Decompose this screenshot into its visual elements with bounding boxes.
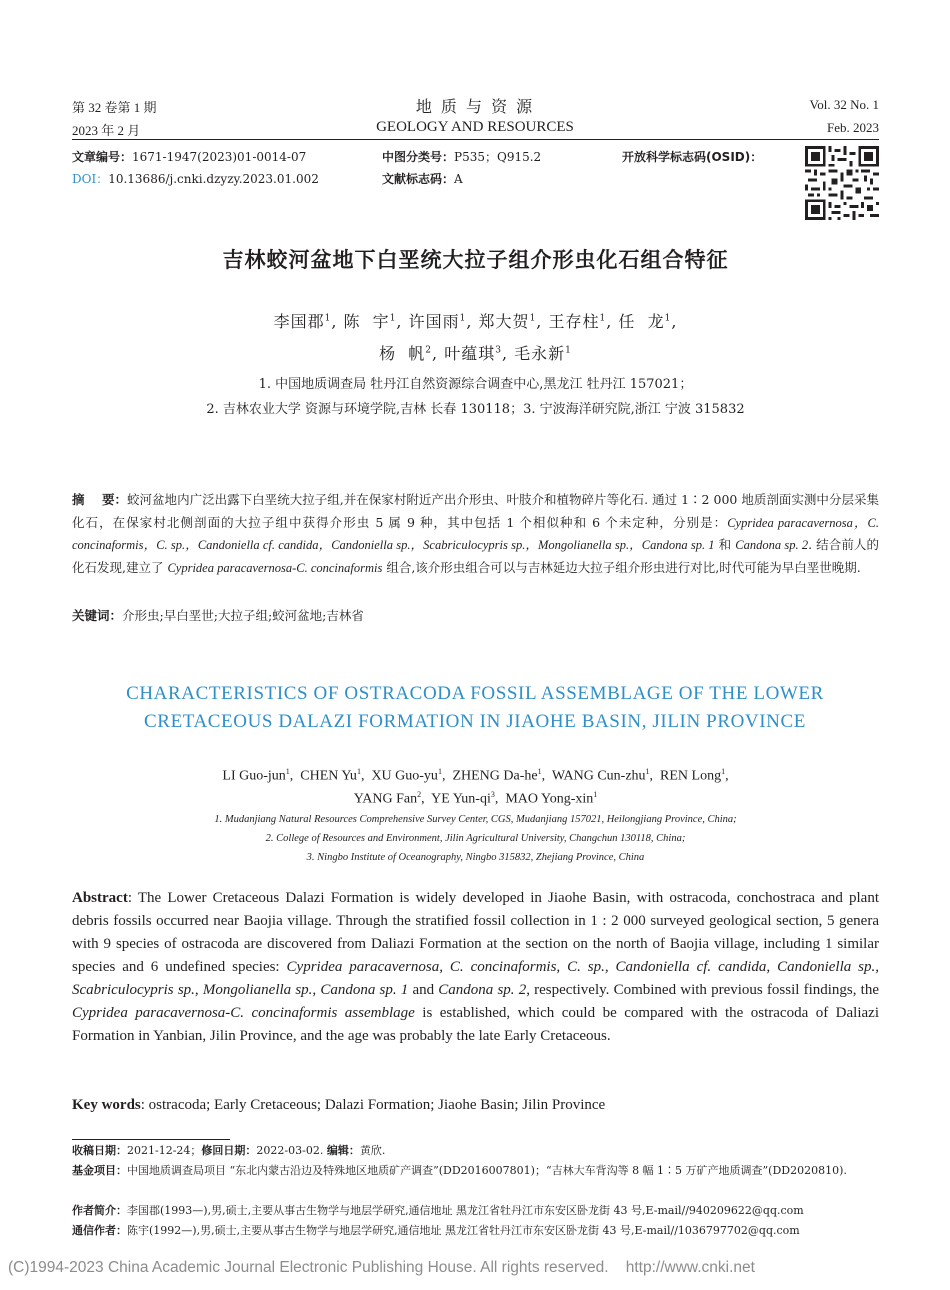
publication-date-en: Feb. 2023 xyxy=(827,120,879,135)
document-code xyxy=(382,170,463,187)
volume-issue: 第 32 卷第 1 期 xyxy=(72,100,157,115)
keywords-en: Key words: ostracoda; Early Cretaceous; Dalazi Formation; Jiaohe Basin; Jilin Province xyxy=(72,1097,606,1113)
document-code-value: A xyxy=(454,172,463,186)
article-title-en-line1: CHARACTERISTICS OF OSTRACODA FOSSIL ASSEMBLAGE OF THE LOWER xyxy=(126,683,824,704)
abstract-cn: 摘 要：蛟河盆地内广泛出露下白垩统大拉子组,并在保家村附近产出介形虫、叶肢介和植物碎片等化石. 通过 1∶2 000 地质剖面实测中分层采集化石，在保家村北侧剖面的大拉子组中获得介形虫 5 属 9 种，其中包括 1 个相似种和 6 个未定种，分别是：Cypridea paracavernosa，C. concinaformis，C. sp.，Candoniella cf. candida，Candoniella sp.，Scabriculocypris sp.，Mongolianella sp.，Candona sp. 1 和 Candona sp. 2. 结合前人的化石发现,建立了 Cypridea paracavernosa-C. concinaformis 组合,该介形虫组合可以与吉林延边大拉子组介形虫进行对比,时代可能为早白垩世晚期. xyxy=(72,492,880,575)
authors-en-line1: LI Guo-jun$^1$, CHEN Yu$^1$, XU Guo-$yu^1$, ZHENG $Da-he^1$, WANG Cun-zhu$^1$, REN Long$^1$, xyxy=(222,767,729,784)
author-en: XU Guo-yu xyxy=(371,768,438,784)
author-cn: 郑大贺 xyxy=(478,312,530,331)
osid xyxy=(622,148,762,165)
affiliation-en-line1: 1. Mudanjiang Natural Resources Comprehensive Survey Center, CGS, Mudanjiang 157021, Heilongjiang Province, China; xyxy=(214,814,737,825)
footnote-fund: 基金项目：中国地质调查局项目 “东北内蒙古沿边及特殊地区地质矿产调查”(DD2016007801)；“吉林大车背沟等 8 幅 1∶5 万矿产地质调查”(DD2020810). xyxy=(72,1164,847,1177)
author-cn: 杨 帆 xyxy=(379,344,426,363)
article-title-en-line2: CRETACEOUS DALAZI FORMATION IN JIAOHE BASIN, JILIN PROVINCE xyxy=(144,711,806,732)
clc-number xyxy=(382,148,541,165)
article-number-value: 1671-1947(2023)01-0014-07 xyxy=(132,150,307,164)
abstract-cn-label: 摘 要： xyxy=(72,492,128,507)
doi-link[interactable]: 10.13686/j.cnki.dzyzy.2023.01.002 xyxy=(108,172,319,186)
author-en: WANG Cun-zhu xyxy=(551,768,646,784)
journal-name-cn: 地 质 与 资 源 xyxy=(415,97,535,116)
clc-value: P535；Q915.2 xyxy=(454,150,542,164)
qr-code-icon[interactable] xyxy=(805,146,879,220)
header-rule xyxy=(72,139,879,140)
author-en: ZHENG Da-he xyxy=(452,768,538,784)
volume-number-en: Vol. 32 No. 1 xyxy=(809,97,879,112)
author-en: YE Yun-qi xyxy=(431,791,491,807)
copyright-notice: (C)1994-2023 China Academic Journal Electronic Publishing House. All rights reserved. http://www.cnki.net xyxy=(8,1259,755,1276)
author-cn: 任 龙 xyxy=(618,312,665,331)
keywords-cn: 关键词：介形虫;早白垩世;大拉子组;蛟河盆地;吉林省 xyxy=(72,608,364,623)
assemblage-name-en: Cypridea paracavernosa-C. concinaformis assemblage xyxy=(72,1005,415,1021)
authors-cn-line1: 李国郡$^1$, 陈 宇$^1$, 许国雨$^1$, 郑大贺$^1$, 王存柱$^1$, 任 龙$^1$, xyxy=(273,312,678,331)
footnote-author: 作者简介：李国郡(1993—),男,硕士,主要从事古生物学与地层学研究,通信地址 黑龙江省牡丹江市东安区卧龙街 43 号,E-mail//940209622@qq.com xyxy=(72,1204,804,1217)
footnote-corresponding: 通信作者：陈宇(1992—),男,硕士,主要从事古生物学与地层学研究,通信地址 黑龙江省牡丹江市东安区卧龙街 43 号,E-mail//1036797702@qq.com xyxy=(72,1224,800,1237)
osid-label: 开放科学标志码(OSID)： xyxy=(622,150,763,164)
footnote-rule xyxy=(72,1139,230,1140)
keywords-cn-label: 关键词： xyxy=(72,608,123,623)
species-list-en: Cypridea paracavernosa, C. concinaformis, C. sp., Candoniella cf. candida, Candoniella sp., Scabriculocypris sp., Mongolianella sp., Candona sp. 1 xyxy=(72,959,879,998)
author-cn: 叶蕴琪 xyxy=(444,344,496,363)
affiliation-cn-line2: 2. 吉林农业大学 资源与环境学院,吉林 长春 130118；3. 宁波海洋研究院,浙江 宁波 315832 xyxy=(206,402,745,417)
document-code-label: 文献标志码： xyxy=(382,172,455,186)
article-number-label: 文章编号： xyxy=(72,150,133,164)
article-number xyxy=(72,148,306,165)
publication-date: 2023 年 2 月 xyxy=(72,123,141,138)
assemblage-name-cn: Cypridea paracavernosa-C. concinaformis xyxy=(167,560,383,575)
affiliation-en-line3: 3. Ningbo Institute of Oceanography, Ningbo 315832, Zhejiang Province, China xyxy=(306,852,645,863)
author-cn: 王存柱 xyxy=(548,312,600,331)
affiliation-en-line2: 2. College of Resources and Environment, Jilin Agricultural University, Changchun 130118, China; xyxy=(265,833,686,844)
doi xyxy=(72,170,319,187)
authors-en-line2: YANG Fan$^2$, YE Yun-$qi^3$, MAO Yong-xin$^1$ xyxy=(353,790,598,807)
author-cn: 陈 宇 xyxy=(343,312,390,331)
abstract-en-label: Abstract xyxy=(72,890,128,906)
keywords-en-label: Key words xyxy=(72,1097,141,1113)
author-en: LI Guo-jun xyxy=(222,768,286,784)
author-en: REN Long xyxy=(660,768,722,784)
author-cn: 李国郡 xyxy=(273,312,325,331)
author-cn: 许国雨 xyxy=(408,312,460,331)
author-en: YANG Fan xyxy=(353,791,418,807)
authors-cn-line2: 杨 帆$^2$, 叶蕴琪$^3$, 毛永新$^1$ xyxy=(379,344,572,363)
species-list-cn: Cypridea paracavernosa，C. concinaformis，C. sp.，Candoniella cf. candida，Candoniella sp.，Scabriculocypris sp.，Mongolianella sp.，Candona sp. 1 xyxy=(72,515,879,552)
affiliation-cn-line1: 1. 中国地质调查局 牡丹江自然资源综合调查中心,黑龙江 牡丹江 157021； xyxy=(258,377,693,392)
doi-label: DOI： xyxy=(72,172,109,186)
abstract-en: Abstract: The Lower Cretaceous Dalazi Formation is widely developed in Jiaohe Basin, with ostracoda, conchostraca and plant debris fossils occurred near Baojia village. Through the stratified fossil collection in 1 : 2 000 surveyed geological section, 5 genera with 9 species of ostracoda are discovered from Daliazi Formation at the section on the north of Baojia village, including 1 similar species and 6 undefined species: Cypridea paracavernosa, C. concinaformis, C. sp., Candoniella cf. candida, Candoniella sp., Scabriculocypris sp., Mongolianella sp., Candona sp. 1 and Candona sp. 2, respectively. Combined with previous fossil findings, the Cypridea paracavernosa-C. concinaformis assemblage is established, which could be compared with the ostracoda of Daliazi Formation in Yanbian, Jilin Province, and the age was probably the late Early Cretaceous. xyxy=(72,890,879,1044)
article-title-cn: 吉林蛟河盆地下白垩统大拉子组介形虫化石组合特征 xyxy=(222,248,729,272)
journal-name-en: GEOLOGY AND RESOURCES xyxy=(376,119,574,135)
author-en: MAO Yong-xin xyxy=(505,791,594,807)
author-cn: 毛永新 xyxy=(514,344,566,363)
clc-label: 中图分类号： xyxy=(382,150,455,164)
footnote-dates: 收稿日期：2021-12-24；修回日期：2022-03-02. 编辑：黄欣. xyxy=(72,1144,386,1157)
author-en: CHEN Yu xyxy=(300,768,357,784)
